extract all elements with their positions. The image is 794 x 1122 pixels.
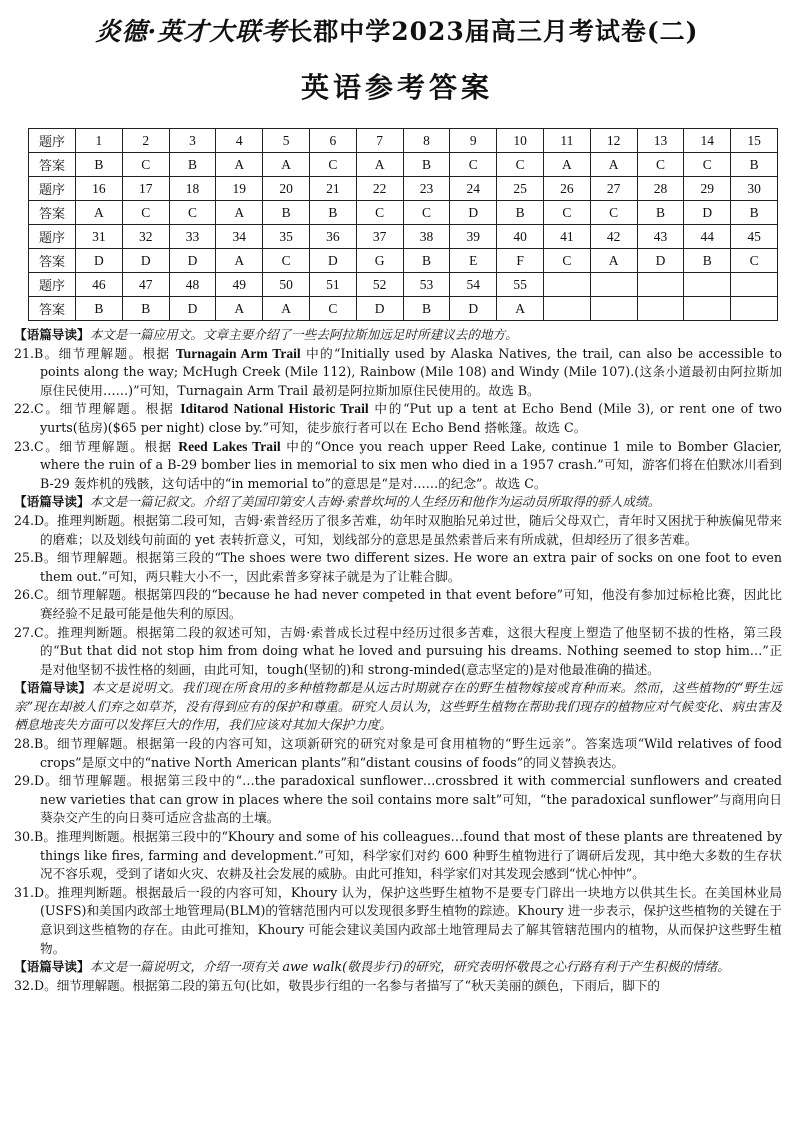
answer-table-cell: 41 [543, 225, 590, 249]
answer-table-cell: C [403, 201, 450, 225]
answer-table-row [29, 225, 778, 249]
answer-table-cell: 8 [403, 129, 450, 153]
answer-table-cell: 47 [122, 273, 169, 297]
answer-table-cell: C [122, 201, 169, 225]
answer-table-row [29, 201, 778, 225]
answer-table-cell [543, 273, 590, 297]
answer-table-cell: D [76, 249, 123, 273]
answer-table-cell: 29 [684, 177, 731, 201]
answer-table-cell: 3 [169, 129, 216, 153]
row-header: 题序 [29, 273, 76, 297]
answer-table-cell: C [169, 201, 216, 225]
exam-title [0, 12, 794, 50]
answer-table-cell: 28 [637, 177, 684, 201]
explanation-32: 32.D。细节理解题。根据第二段的第五句(比如，敬畏步行组的一名参与者描写了“秋天美丽的颜色，下雨后，脚下的 [14, 977, 660, 993]
answer-table-cell: 1 [76, 129, 123, 153]
answer-table-cell: 42 [590, 225, 637, 249]
answer-table-cell: A [216, 249, 263, 273]
passage-guide-4: 【语篇导读】本文是一篇说明文，介绍一项有关 awe walk(敬畏步行)的研究，研究表明怀敬畏之心行路有利于产生积极的情绪。 [14, 959, 730, 975]
answer-table-cell: 43 [637, 225, 684, 249]
page-subtitle: 英语参考答案 [300, 71, 493, 104]
answer-table-cell: B [122, 297, 169, 321]
answer-table-cell: D [122, 249, 169, 273]
answer-table-cell: A [263, 297, 310, 321]
answer-table-cell: 5 [263, 129, 310, 153]
answer-table-cell: D [637, 249, 684, 273]
explanation-30: 30.B。推理判断题。根据第三段中的“Khoury and some of his colleagues…found that most of these plants are threatened by things like fires, farming and development.”可知，科学家们对约 600 种野生植物进行了调研后发现，其中绝大多数的生存状况不容乐观，受到了诸如火灾、农耕及社会发展的威胁。由此可推知，科学家们对其发现会感到“忧心忡忡”。 [14, 829, 782, 882]
answer-table-cell: 50 [263, 273, 310, 297]
explanation-25: 25.B。细节理解题。根据第三段的“The shoes were two different sizes. He wore an extra pair of socks on one foot to even them out.”可知，两只鞋大小不一，因此索普多穿袜子就是为了让鞋合脚。 [14, 550, 782, 584]
answer-table-cell: C [450, 153, 497, 177]
answer-table-cell [731, 273, 778, 297]
answer-table-row [29, 177, 778, 201]
passage-guide-1: 【语篇导读】本文是一篇应用文。文章主要介绍了一些去阿拉斯加远足时所建议去的地方。 [14, 327, 518, 342]
answer-table-cell: 31 [76, 225, 123, 249]
answer-table-cell: 52 [356, 273, 403, 297]
answer-table-cell: 49 [216, 273, 263, 297]
answer-table-cell [731, 297, 778, 321]
answer-table-cell: 45 [731, 225, 778, 249]
answer-table-cell: A [497, 297, 544, 321]
answer-table-cell [637, 297, 684, 321]
exam-title-brand: 炎德·英才大联考 [95, 17, 288, 46]
passage-guide-2: 【语篇导读】本文是一篇记叙文。介绍了美国印第安人吉姆·索普坎坷的人生经历和他作为运动员所取得的骄人成绩。 [14, 494, 661, 510]
answer-table-cell: B [263, 201, 310, 225]
explanation-28: 28.B。细节理解题。根据第一段的内容可知，这项新研究的研究对象是可食用植物的“野生远亲”。答案选项“Wild relatives of food crops”是原文中的“native North American plants”和“distant cousins of foods”的同义替换表达。 [14, 736, 782, 770]
answer-table-cell: 17 [122, 177, 169, 201]
answer-table-cell: C [309, 297, 356, 321]
row-header: 题序 [29, 177, 76, 201]
explanation-21: 21.B。细节理解题。根据 Turnagain Arm Trail 中的“Initially used by Alaska Natives, the trail, can also be accessible to points along the way; McHugh Creek (Mile 112), Rainbow (Mile 108) and Windy (Mile 107).(这条小道最初由阿拉斯加原住民使用……)”可知，Turnagain Arm Trail 最初是阿拉斯加原住民使用的。故选 B。 [14, 345, 782, 398]
answer-table-cell: C [497, 153, 544, 177]
answer-table-cell: C [731, 249, 778, 273]
answer-table-cell: D [169, 297, 216, 321]
answer-table-cell: A [216, 297, 263, 321]
answer-table-cell: A [216, 153, 263, 177]
answer-table-cell: G [356, 249, 403, 273]
answer-table-cell: C [684, 153, 731, 177]
answer-table-cell: 16 [76, 177, 123, 201]
explanation-31: 31.D。推理判断题。根据最后一段的内容可知，Khoury 认为，保护这些野生植物不是要专门辟出一块地方以供其生长。在美国林业局(USFS)和美国内政部土地管理局(BLM)的管辖范围内可以发现很多野生植物的踪迹。Khoury 进一步表示，保护这些植物的关键在于意识到这些植物的存在。由此可推知，Khoury 可能会建议美国内政部土地管理局去了解其管辖范围内的植物，从而保护这些野生植物。 [14, 884, 782, 956]
answer-table-cell: 48 [169, 273, 216, 297]
answer-table-cell: B [731, 201, 778, 225]
answer-table-cell: 21 [309, 177, 356, 201]
answer-table-cell: B [403, 297, 450, 321]
answer-table-cell: 19 [216, 177, 263, 201]
row-header: 题序 [29, 129, 76, 153]
row-header: 答案 [29, 201, 76, 225]
answer-table-cell: C [543, 249, 590, 273]
answer-table-cell: B [76, 153, 123, 177]
answer-table-cell: D [684, 201, 731, 225]
answer-table-cell: B [684, 249, 731, 273]
answer-table-cell: 12 [590, 129, 637, 153]
answer-table-cell: D [450, 297, 497, 321]
answer-table-cell: F [497, 249, 544, 273]
answer-table-cell: 27 [590, 177, 637, 201]
answer-table-cell: 26 [543, 177, 590, 201]
answer-table-cell: A [590, 153, 637, 177]
passage-guide-3: 【语篇导读】本文是说明文。我们现在所食用的多种植物都是从远古时期就存在的野生植物嫁接或育种而来。然而，这些植物的“野生远亲”现在却被人们弃之如草芥，没有得到应有的保护和尊重。研究人员认为，这些野生植物在帮助我们现存的植物应对气候变化、病虫害及栖息地丧失方面可以发挥巨大的作用，我们应该对其加大保护力度。 [14, 680, 782, 733]
answer-table-cell: B [637, 201, 684, 225]
row-header: 答案 [29, 153, 76, 177]
answer-table-cell: 33 [169, 225, 216, 249]
answer-table-cell: 55 [497, 273, 544, 297]
explanation-23: 23.C。细节理解题。根据 Reed Lakes Trail 中的“Once you reach upper Reed Lake, continue 1 mile to Bomber Glacier, where the ruin of a B-29 bomber lies in memorial to six men who died in a 1957 crash.”可知，游客们将在伯默冰川看到 B-29 轰炸机的残骸，这句话中的“in memorial to”的意思是“是对……的纪念”。故选 C。 [14, 438, 782, 491]
answer-table-cell: B [403, 249, 450, 273]
answer-explanations [14, 326, 782, 995]
answer-table-cell: 15 [731, 129, 778, 153]
answer-table-cell: 14 [684, 129, 731, 153]
answer-table-cell: 23 [403, 177, 450, 201]
explanation-27: 27.C。推理判断题。根据第二段的叙述可知，吉姆·索普成长过程中经历过很多苦难，这很大程度上塑造了他坚韧不拔的性格，第三段的“But that did not stop him from doing what he loved and pursuing his dreams. Nothing seemed to stop him…”正是对他坚韧不拔性格的刻画，由此可知，tough(坚韧的)和 strong-minded(意志坚定的)是对他最准确的描述。 [14, 624, 782, 677]
answer-table-cell: 7 [356, 129, 403, 153]
answer-table-cell: A [263, 153, 310, 177]
answer-table-cell: 32 [122, 225, 169, 249]
answer-table-cell: C [263, 249, 310, 273]
answer-table-cell: C [122, 153, 169, 177]
answer-table-cell: C [356, 201, 403, 225]
answer-table-cell: 34 [216, 225, 263, 249]
answer-table-cell: 38 [403, 225, 450, 249]
answer-table-cell: C [543, 201, 590, 225]
answer-table-cell [543, 297, 590, 321]
answer-table-cell: 35 [263, 225, 310, 249]
answer-table-cell: 36 [309, 225, 356, 249]
answer-table-cell: C [309, 153, 356, 177]
explanation-26: 26.C。细节理解题。根据第四段的“because he had never competed in that event before”可知，他没有参加过标枪比赛，因此比赛经验不足最可能是他失利的原因。 [14, 587, 782, 621]
answer-table-cell: D [450, 201, 497, 225]
answer-table-cell: 39 [450, 225, 497, 249]
answer-table-cell: B [309, 201, 356, 225]
answer-table-cell: 22 [356, 177, 403, 201]
answer-table-cell: 20 [263, 177, 310, 201]
answer-table-cell [684, 273, 731, 297]
answer-table-cell: D [356, 297, 403, 321]
answer-table-cell: 18 [169, 177, 216, 201]
answer-table-cell: D [309, 249, 356, 273]
answer-table-cell: C [590, 201, 637, 225]
answer-table-cell: A [590, 249, 637, 273]
answer-table-cell [684, 297, 731, 321]
answer-table-cell: 24 [450, 177, 497, 201]
answer-table-cell: 11 [543, 129, 590, 153]
answer-table-cell: 54 [450, 273, 497, 297]
answer-table-cell: 51 [309, 273, 356, 297]
answer-table-cell: 4 [216, 129, 263, 153]
answer-table-cell: A [543, 153, 590, 177]
answer-table-cell: 46 [76, 273, 123, 297]
answer-table-cell: 9 [450, 129, 497, 153]
explanation-29: 29.D。细节理解题。根据第三段中的“…the paradoxical sunflower…crossbred it with commercial sunflowers and created new varieties that can grow in places where the soil contains more salt”可知，“the paradoxical sunflower”与商用向日葵杂交产生的向日葵可适应含盐高的土壤。 [14, 773, 782, 826]
answer-table-cell: 44 [684, 225, 731, 249]
explanation-22: 22.C。细节理解题。根据 Iditarod National Historic Trail 中的“Put up a tent at Echo Bend (Mile 3), or rent one of two yurts(毡房)($65 per night) close by.”可知，徒步旅行者可以在 Echo Bend 搭帐篷。故选 C。 [14, 401, 782, 435]
answer-table-cell: B [731, 153, 778, 177]
answer-table-cell [590, 273, 637, 297]
answer-table-cell: 37 [356, 225, 403, 249]
row-header: 答案 [29, 297, 76, 321]
answer-table-row [29, 153, 778, 177]
answer-table-cell: 53 [403, 273, 450, 297]
answer-table-cell: A [356, 153, 403, 177]
answer-table-cell [590, 297, 637, 321]
answer-table-cell: 30 [731, 177, 778, 201]
row-header: 题序 [29, 225, 76, 249]
explanation-24: 24.D。推理判断题。根据第二段可知，吉姆·索普经历了很多苦难，幼年时双胞胎兄弟过世，随后父母双亡，青年时又困扰于种族偏见带来的磨难；以及划线句前面的 yet 表转折意义，可知，划线部分的意思是虽然索普后来有所成就，但却经历了很多苦难。 [14, 512, 782, 547]
answer-table-row [29, 129, 778, 153]
answer-table-cell: A [216, 201, 263, 225]
exam-title-school: 长郡中学2023届高三月考试卷(二) [287, 17, 699, 46]
answer-table-cell: 25 [497, 177, 544, 201]
answer-table-cell: C [637, 153, 684, 177]
answer-table-cell: 6 [309, 129, 356, 153]
answer-table [28, 128, 778, 321]
answer-table-row [29, 249, 778, 273]
answer-table-cell: 2 [122, 129, 169, 153]
answer-table-cell [637, 273, 684, 297]
answer-table-cell: E [450, 249, 497, 273]
answer-table-cell: A [76, 201, 123, 225]
answer-table-cell: B [403, 153, 450, 177]
answer-table-row [29, 297, 778, 321]
answer-table-row [29, 273, 778, 297]
answer-table-cell: B [76, 297, 123, 321]
answer-table-cell: 10 [497, 129, 544, 153]
answer-table-cell: D [169, 249, 216, 273]
answer-table-cell: 40 [497, 225, 544, 249]
row-header: 答案 [29, 249, 76, 273]
answer-table-cell: B [169, 153, 216, 177]
answer-table-cell: B [497, 201, 544, 225]
answer-table-cell: 13 [637, 129, 684, 153]
